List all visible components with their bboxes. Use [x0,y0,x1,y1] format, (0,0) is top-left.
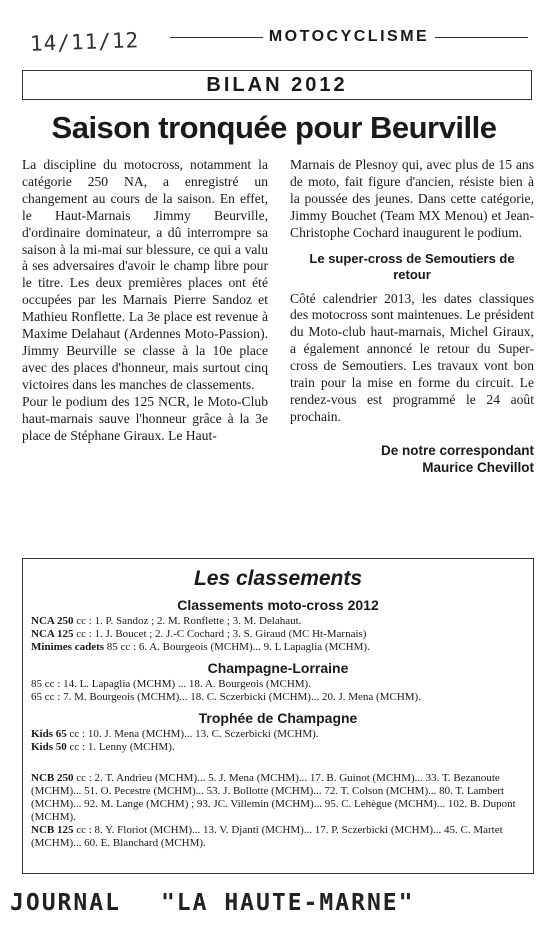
section-rule-left [170,37,263,38]
article-left-column [22,157,268,444]
result-category: Kids 50 [31,741,67,753]
section-rule-right [435,37,528,38]
byline-role: De notre correspondant [380,442,534,458]
result-line [31,628,525,641]
group-title: Trophée de Champagne [198,710,358,726]
headline: Saison tronquée pour Beurville [51,110,497,145]
result-line [31,741,525,754]
section-title: MOTOCYCLISME [268,28,430,45]
article-paragraph: Marnais de Plesnoy qui, avec plus de 15 ans de moto, fait figure d'ancien, résiste bien à la poussée des jeunes. Dans cette catégorie, Jimmy Bouchet (Team MX Menou) et Jean-Christophe Cochard inaugurent le podium. [290,157,534,240]
results-title: Les classements [193,567,363,590]
result-category: NCB 125 [31,824,74,836]
results-group [31,710,525,754]
result-text: 85 cc : 6. A. Bourgeois (MCHM)... 9. L Lapaglia (MCHM). [104,641,370,653]
results-box [22,558,534,874]
results-group-ncb [31,772,525,850]
result-line [31,728,525,741]
byline-author: Maurice Chevillot [422,459,534,475]
section-header [20,27,528,47]
result-text: cc : 1. P. Sandoz ; 2. M. Ronflette ; 3. M. Delahaut. [73,615,302,627]
result-text: cc : 8. Y. Floriot (MCHM)... 13. V. Djanti (MCHM)... 17. P. Sczerbicki (MCHM)... 45. C. Martet (MCHM)... 60. E. Blanchard (MCHM). [31,824,503,849]
group-title: Classements moto-cross 2012 [177,597,379,613]
article-right-column [290,157,534,476]
byline [290,442,534,476]
handwritten-source [10,890,540,916]
result-line [31,615,525,628]
source-left: JOURNAL [10,890,121,916]
result-category: NCA 250 [31,615,74,627]
source-right: "LA HAUTE-MARNE" [160,890,415,916]
result-text: cc : 1. J. Boucet ; 2. J.-C Cochard ; 3. S. Giraud (MC Ht-Marnais) [73,628,367,640]
result-category: NCA 125 [31,628,74,640]
result-line [31,824,525,850]
result-category: NCB 250 [31,772,74,784]
result-text: cc : 2. T. Andrieu (MCHM)... 5. J. Mena (MCHM)... 17. B. Guinot (MCHM)... 33. T. Bezanoute (MCHM)... 51. O. Pecestre (MCHM)... 53. J. Bollotte (MCHM)... 72. T. Colson (MCHM)... 80. T. Lambert (MCHM)... 92. M. Lange (MCHM) ; 93. JC. Villemin (MCHM)... 95. C. Lehègue (MCHM)... 102. B. Dupont (MCHM). [31,772,516,823]
handwritten-date: 14/11/12 [29,28,140,56]
result-line: 65 cc : 7. M. Bourgeois (MCHM)... 18. C. Sczerbicki (MCHM)... 20. J. Mena (MCHM). [31,691,421,703]
result-text: cc : 10. J. Mena (MCHM)... 13. C. Sczerbicki (MCHM). [66,728,319,740]
result-line [31,641,525,654]
results-group [31,660,525,704]
group-title: Champagne-Lorraine [207,660,349,676]
article-paragraph: Côté calendrier 2013, les dates classiques des motocross sont maintenues. Le président du Moto-club haut-marnais, Michel Giraux, a également annoncé le retour du Super-cross de Semoutiers. Les travaux vont bon train pour la mise en forme du circuit. Le rendez-vous est programmé le 24 août prochain. [290,290,534,424]
result-line: 85 cc : 14. L. Lapaglia (MCHM) ... 18. A. Bourgeois (MCHM). [31,678,311,690]
result-text: cc : 1. Lenny (MCHM). [66,741,175,753]
result-category: Minimes cadets [31,641,105,653]
article-paragraph: Pour le podium des 125 NCR, le Moto-Club haut-marnais sauve l'honneur grâce à la 3e place de Stéphane Giraux. Le Haut- [22,393,268,443]
article-paragraph: La discipline du motocross, notamment la catégorie 250 NA, a enregistré un changement au cours de la saison. En effet, le Haut-Marnais Jimmy Beurville, d'ordinaire dominateur, a dû interrompre sa saison à la mi-mai sur blessure, ce qui a valu à ses adversaires d'avoir le champ libre pour le titre. Les deux premières places ont été occupées par les Marnais Pierre Sandoz et Mathieu Ronflette. La 3e place est revenue à Maxime Delahaut (Ardennes Moto-Passion). Jimmy Beurville se classe à la 10e place avec des places d'honneur, mais surtout cinq victoires dans les manches de classements. [22,157,268,392]
result-line [31,772,525,824]
result-category: Kids 65 [31,728,67,740]
article-subhead: Le super-cross de Semoutiers de retour [309,250,515,282]
results-group [31,597,525,654]
rubric-title: BILAN 2012 [206,73,348,96]
rubric-box [22,70,532,100]
spacer [31,754,525,772]
